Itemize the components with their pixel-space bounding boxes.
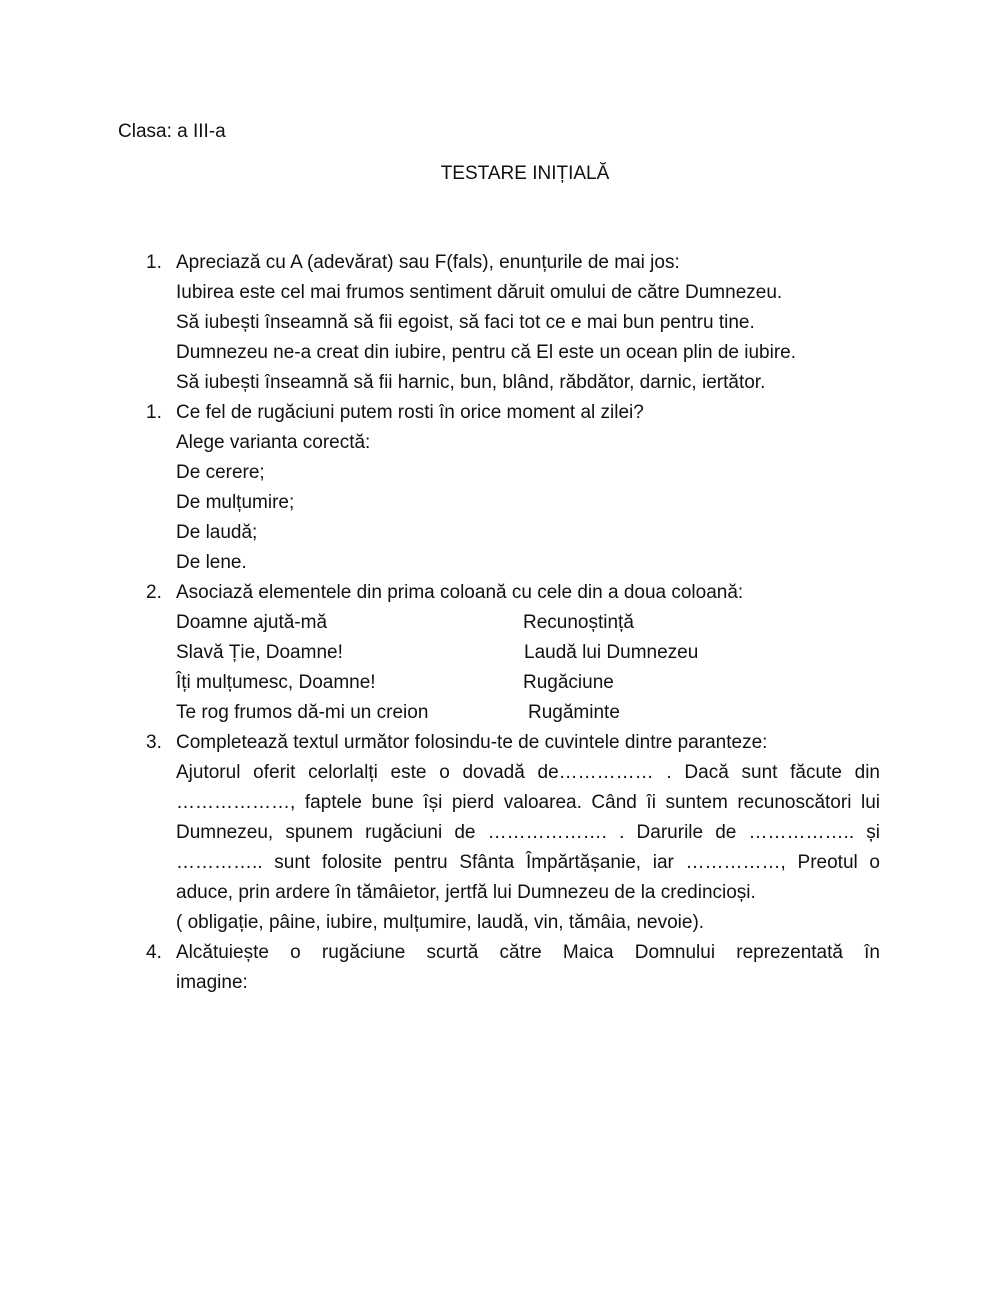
question-prompt-continued: imagine: <box>176 972 248 993</box>
question-number: 1. <box>146 402 162 423</box>
fill-in-text-line: ………………, faptele bune își pierd valoarea. Când îi suntem recunoscători lui <box>176 792 880 813</box>
question-prompt: Alcătuiește o rugăciune scurtă către Maica Domnului reprezentată în <box>176 942 880 963</box>
instruction: Alege varianta corectă: <box>176 432 371 453</box>
statement: Să iubești înseamnă să fii harnic, bun, blând, răbdător, darnic, iertător. <box>176 372 766 393</box>
fill-in-text-line: Dumnezeu, spunem rugăciuni de ………………. . Darurile de …………….. și <box>176 822 880 843</box>
statement: Dumnezeu ne-a creat din iubire, pentru că El este un ocean plin de iubire. <box>176 342 796 363</box>
fill-in-text-line: Ajutorul oferit celorlalți este o dovadă de…………… . Dacă sunt făcute din <box>176 762 880 783</box>
option: De mulțumire; <box>176 492 295 513</box>
fill-in-text-line: ………….. sunt folosite pentru Sfânta Împărtășanie, iar ……………, Preotul o <box>176 852 880 873</box>
question-number: 4. <box>146 942 162 963</box>
question-number: 3. <box>146 732 162 753</box>
word-bank: ( obligație, pâine, iubire, mulțumire, laudă, vin, tămâia, nevoie). <box>176 912 705 933</box>
option: De laudă; <box>176 522 258 543</box>
right-column-item: Rugăciune <box>523 672 614 693</box>
option: De cerere; <box>176 462 265 483</box>
right-column-item: Laudă lui Dumnezeu <box>524 642 699 663</box>
left-column-item: Te rog frumos dă-mi un creion <box>176 702 429 723</box>
question-prompt: Completează textul următor folosindu-te de cuvintele dintre paranteze: <box>176 732 768 753</box>
statement: Iubirea este cel mai frumos sentiment dăruit omului de către Dumnezeu. <box>176 282 783 303</box>
statement: Să iubești înseamnă să fii egoist, să faci tot ce e mai bun pentru tine. <box>176 312 755 333</box>
left-column-item: Slavă Ție, Doamne! <box>176 642 343 663</box>
left-column-item: Îți mulțumesc, Doamne! <box>176 672 376 693</box>
class-label: Clasa: a III-a <box>118 121 226 142</box>
option: De lene. <box>176 552 247 573</box>
fill-in-text-line: aduce, prin ardere în tămâietor, jertfă lui Dumnezeu de la credincioși. <box>176 882 756 903</box>
right-column-item: Recunoștință <box>523 612 634 633</box>
left-column-item: Doamne ajută-mă <box>176 612 328 633</box>
question-number: 2. <box>146 582 162 603</box>
question-prompt: Asociază elementele din prima coloană cu cele din a doua coloană: <box>176 582 744 603</box>
right-column-item: Rugăminte <box>528 702 620 723</box>
question-prompt: Apreciază cu A (adevărat) sau F(fals), enunțurile de mai jos: <box>176 252 680 273</box>
question-prompt: Ce fel de rugăciuni putem rosti în orice moment al zilei? <box>176 402 644 423</box>
question-number: 1. <box>146 252 162 273</box>
page-title: TESTARE INIȚIALĂ <box>440 163 610 184</box>
